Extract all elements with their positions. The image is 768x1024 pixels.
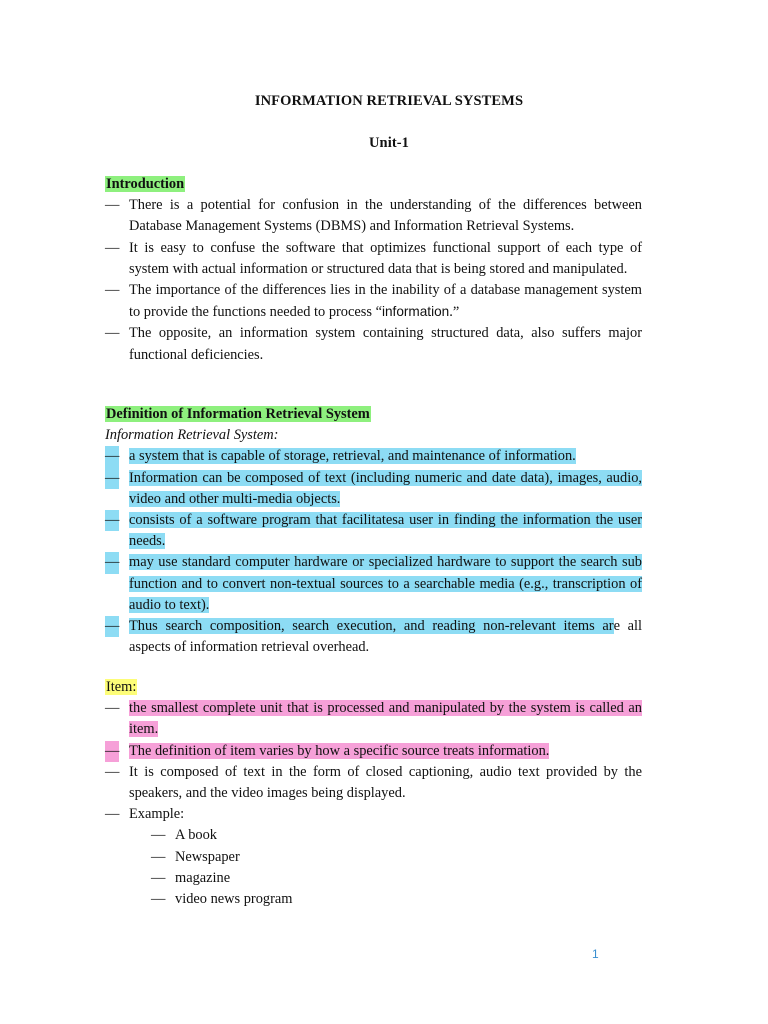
introduction-section xyxy=(105,174,642,366)
example-item-text: video news program xyxy=(175,891,293,908)
list-item-text: may use standard computer hardware or specialized hardware to support the search sub function and to convert non-textual sources to a searchable media (e.g., transcription of audio to text). xyxy=(129,554,642,613)
list-item-text: consists of a software program that facilitatesa user in finding the information the user needs. xyxy=(129,512,642,550)
list-item xyxy=(105,280,642,323)
list-item-text: Example: xyxy=(129,806,185,823)
document-title: INFORMATION RETRIEVAL SYSTEMS xyxy=(254,93,524,109)
list-item xyxy=(105,195,642,237)
list-item xyxy=(105,446,642,467)
list-item-text: It is easy to confuse the software that optimizes functional support of each type of system with actual information or structured data that is being stored and manipulated. xyxy=(129,239,642,277)
list-item-text: The definition of item varies by how a specific source treats information. xyxy=(129,742,550,759)
dash-icon: — xyxy=(105,325,120,342)
dash-icon: — xyxy=(105,197,120,214)
example-item-text: Newspaper xyxy=(175,848,240,865)
list-item-text: information xyxy=(381,304,450,320)
list-item-text: The importance of the differences lies in the inability of a database management system to provide the functions needed to process “ xyxy=(129,282,642,321)
item-list xyxy=(105,698,642,825)
dash-icon: — xyxy=(105,282,120,299)
dash-icon: — xyxy=(151,891,166,908)
list-item xyxy=(105,762,642,804)
list-item-text: .” xyxy=(449,304,460,321)
dash-icon: — xyxy=(105,552,119,573)
example-item xyxy=(151,825,642,846)
dash-icon: — xyxy=(105,616,119,637)
list-item-text: the smallest complete unit that is processed and manipulated by the system is called an item. xyxy=(129,700,642,738)
dash-icon: — xyxy=(105,446,119,467)
item-heading: Item: xyxy=(106,679,137,695)
introduction-list xyxy=(105,195,642,366)
dash-icon: — xyxy=(105,763,120,780)
introduction-heading: Introduction xyxy=(106,176,185,192)
list-item-text: The opposite, an information system containing structured data, also suffers major functional deficiencies. xyxy=(129,325,642,363)
list-item-text: Thus search composition, search execution, and reading non-relevant items ar xyxy=(129,618,614,635)
dash-icon: — xyxy=(105,510,119,531)
list-item xyxy=(105,238,642,280)
list-item-text: a system that is capable of storage, retrieval, and maintenance of information. xyxy=(129,448,576,465)
dash-icon: — xyxy=(151,869,166,886)
dash-icon: — xyxy=(151,848,166,865)
dash-icon: — xyxy=(105,741,119,762)
definition-section xyxy=(105,404,642,658)
list-item-text: It is composed of text in the form of closed captioning, audio text provided by the speakers, and the video images being displayed. xyxy=(129,763,642,802)
definition-heading: Definition of Information Retrieval System xyxy=(106,406,370,422)
list-item-text: There is a potential for confusion in the understanding of the differences between Database Management Systems (DBMS) and Information Retrieval Systems. xyxy=(129,197,642,235)
list-item xyxy=(105,468,642,510)
example-item-text: A book xyxy=(175,827,217,844)
example-item xyxy=(151,868,642,889)
list-item xyxy=(105,616,642,658)
list-item xyxy=(105,323,642,365)
example-item xyxy=(151,847,642,868)
definition-subheading: Information Retrieval System: xyxy=(105,427,279,444)
list-item xyxy=(105,741,642,762)
dash-icon: — xyxy=(105,700,120,717)
example-item-text: magazine xyxy=(175,869,231,886)
unit-title: Unit-1 xyxy=(368,135,410,151)
dash-icon: — xyxy=(105,806,120,823)
list-item-text: e all aspects of information retrieval overhead. xyxy=(129,618,642,656)
list-item-text: Information can be composed of text (including numeric and date data), images, audio, video and other multi-media objects. xyxy=(129,469,642,507)
list-item xyxy=(105,698,642,740)
definition-list xyxy=(105,446,642,658)
item-section xyxy=(105,677,642,910)
list-item xyxy=(105,552,642,616)
dash-icon: — xyxy=(105,468,119,489)
dash-icon: — xyxy=(151,827,166,844)
example-list xyxy=(105,825,642,910)
example-item xyxy=(151,889,642,910)
dash-icon: — xyxy=(105,239,120,256)
list-item xyxy=(105,804,642,825)
list-item xyxy=(105,510,642,552)
page-number: 1 xyxy=(592,947,599,961)
